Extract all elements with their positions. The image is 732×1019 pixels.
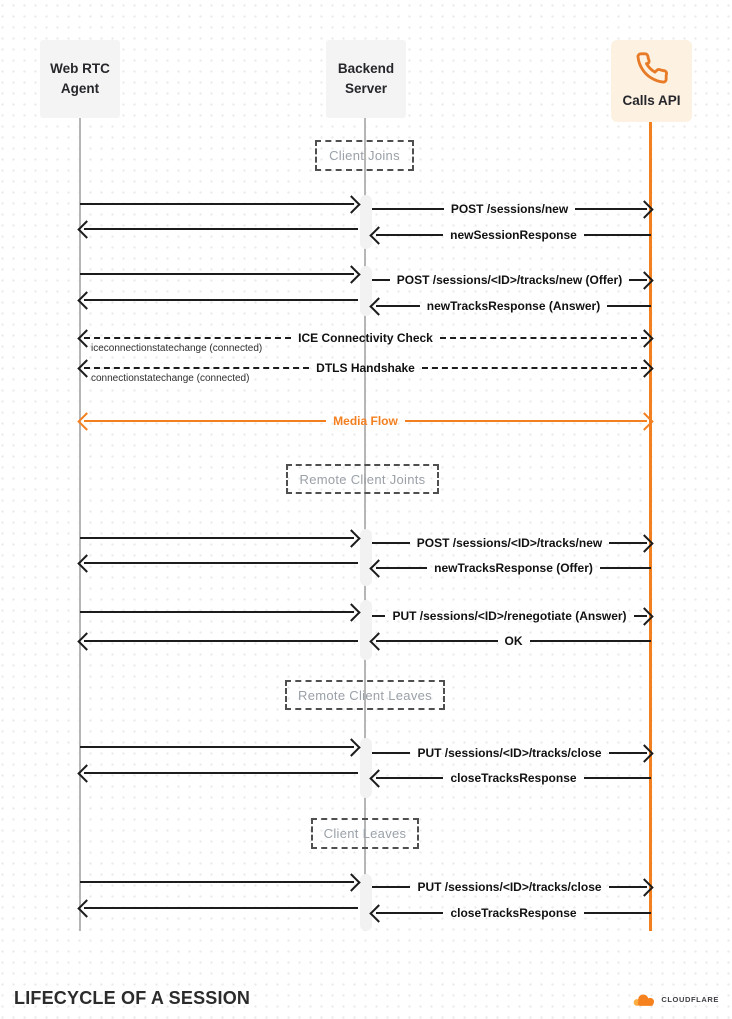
message-label: OK (504, 634, 523, 648)
arrowhead-icon (342, 529, 360, 547)
arrowhead-icon (635, 878, 653, 896)
arrow-line (84, 367, 309, 369)
relay-arrow (80, 761, 358, 785)
arrowhead-icon (77, 291, 95, 309)
arrowhead-icon (635, 744, 653, 762)
message-arrow (372, 741, 651, 765)
cloudflare-cloud-icon (631, 991, 657, 1008)
relay-arrow (80, 217, 358, 241)
phase-label: Client Leaves (311, 818, 419, 849)
arrowhead-icon (369, 297, 387, 315)
arrow-line (584, 912, 651, 914)
message-arrow (372, 901, 651, 925)
relay-arrow (80, 551, 358, 575)
arrowhead-icon (635, 200, 653, 218)
relay-arrow (80, 526, 358, 550)
message-label: PUT /sessions/<ID>/renegotiate (Answer) (392, 609, 627, 623)
message-label: PUT /sessions/<ID>/tracks/close (417, 746, 602, 760)
cloudflare-wordmark: CLOUDFLARE (661, 995, 719, 1004)
actor-calls-api (611, 40, 692, 122)
message-label: newTracksResponse (Answer) (426, 299, 601, 313)
message-label: POST /sessions/<ID>/tracks/new (416, 536, 603, 550)
message-label: POST /sessions/new (450, 202, 569, 216)
arrowhead-icon (342, 265, 360, 283)
arrow-line (80, 203, 354, 205)
actor-label: Calls API (622, 92, 681, 108)
arrowhead-icon (342, 873, 360, 891)
actor-webrtc-agent (40, 40, 120, 118)
message-arrow (372, 556, 651, 580)
arrowhead-icon (77, 764, 95, 782)
arrowhead-icon (77, 899, 95, 917)
phone-icon (635, 51, 669, 85)
relay-arrow (80, 192, 358, 216)
actor-backend-server (326, 40, 406, 118)
relay-arrow (80, 262, 358, 286)
arrowhead-icon (342, 195, 360, 213)
activation-bar (360, 195, 372, 249)
arrow-line (372, 615, 385, 617)
message-arrow (372, 875, 651, 899)
arrow-line (84, 420, 326, 422)
arrow-line (84, 907, 358, 909)
arrow-line (84, 337, 291, 339)
message-arrow (80, 409, 651, 433)
arrowhead-icon (635, 359, 653, 377)
actor-label: Backend Server (337, 60, 395, 96)
arrow-line (376, 640, 498, 642)
activation-bar (360, 266, 372, 316)
phase-label: Remote Client Leaves (285, 680, 445, 710)
arrowhead-icon (342, 738, 360, 756)
message-label: DTLS Handshake (316, 361, 415, 375)
relay-arrow (80, 896, 358, 920)
arrowhead-icon (635, 607, 653, 625)
arrowhead-icon (77, 220, 95, 238)
arrow-line (372, 886, 410, 888)
arrowhead-icon (342, 603, 360, 621)
relay-arrow (80, 735, 358, 759)
activation-bar (360, 529, 372, 586)
arrow-line (80, 881, 354, 883)
arrow-line (80, 611, 354, 613)
arrow-line (405, 420, 647, 422)
phase-label: Client Joins (315, 140, 414, 171)
arrowhead-icon (77, 554, 95, 572)
message-arrow (372, 294, 651, 318)
message-label: closeTracksResponse (450, 771, 577, 785)
arrow-line (530, 640, 652, 642)
actor-label: Web RTC Agent (50, 60, 110, 96)
arrow-line (607, 305, 651, 307)
arrow-line (84, 299, 358, 301)
message-arrow (372, 223, 651, 247)
message-label: PUT /sessions/<ID>/tracks/close (417, 880, 602, 894)
arrowhead-icon (77, 412, 95, 430)
arrow-line (84, 640, 358, 642)
arrow-line (84, 562, 358, 564)
arrowhead-icon (635, 329, 653, 347)
arrowhead-icon (369, 769, 387, 787)
arrowhead-icon (635, 412, 653, 430)
event-annotation: iceconnectionstatechange (connected) (91, 343, 263, 354)
arrow-line (584, 777, 651, 779)
arrow-line (372, 279, 390, 281)
page-title: LIFECYCLE OF A SESSION (14, 988, 251, 1008)
message-label: POST /sessions/<ID>/tracks/new (Offer) (396, 273, 623, 287)
message-label: newTracksResponse (Offer) (434, 561, 593, 575)
arrow-line (372, 208, 444, 210)
arrowhead-icon (369, 904, 387, 922)
message-arrow (372, 629, 651, 653)
arrowhead-icon (369, 559, 387, 577)
arrow-line (80, 537, 354, 539)
arrow-line (84, 772, 358, 774)
message-label: newSessionResponse (450, 228, 577, 242)
arrowhead-icon (635, 534, 653, 552)
message-label: Media Flow (333, 414, 398, 428)
arrow-line (372, 752, 410, 754)
message-label: ICE Connectivity Check (298, 331, 433, 345)
arrow-line (80, 273, 354, 275)
activation-bar (360, 738, 372, 798)
relay-arrow (80, 288, 358, 312)
phase-label: Remote Client Joints (286, 464, 439, 494)
arrowhead-icon (369, 226, 387, 244)
message-arrow (372, 531, 651, 555)
arrow-line (584, 234, 651, 236)
message-arrow (372, 268, 651, 292)
arrow-line (80, 746, 354, 748)
arrow-line (600, 567, 651, 569)
arrowhead-icon (369, 632, 387, 650)
cloudflare-logo (631, 991, 719, 1008)
event-annotation: connectionstatechange (connected) (91, 373, 250, 384)
arrow-line (422, 367, 647, 369)
arrow-line (84, 228, 358, 230)
message-arrow (372, 197, 651, 221)
activation-bar (360, 600, 372, 660)
arrow-line (440, 337, 647, 339)
message-label: closeTracksResponse (450, 906, 577, 920)
relay-arrow (80, 870, 358, 894)
message-arrow (372, 604, 651, 628)
activation-bar (360, 874, 372, 931)
arrowhead-icon (635, 271, 653, 289)
relay-arrow (80, 629, 358, 653)
relay-arrow (80, 600, 358, 624)
arrow-line (372, 542, 410, 544)
arrowhead-icon (77, 632, 95, 650)
message-arrow (372, 766, 651, 790)
